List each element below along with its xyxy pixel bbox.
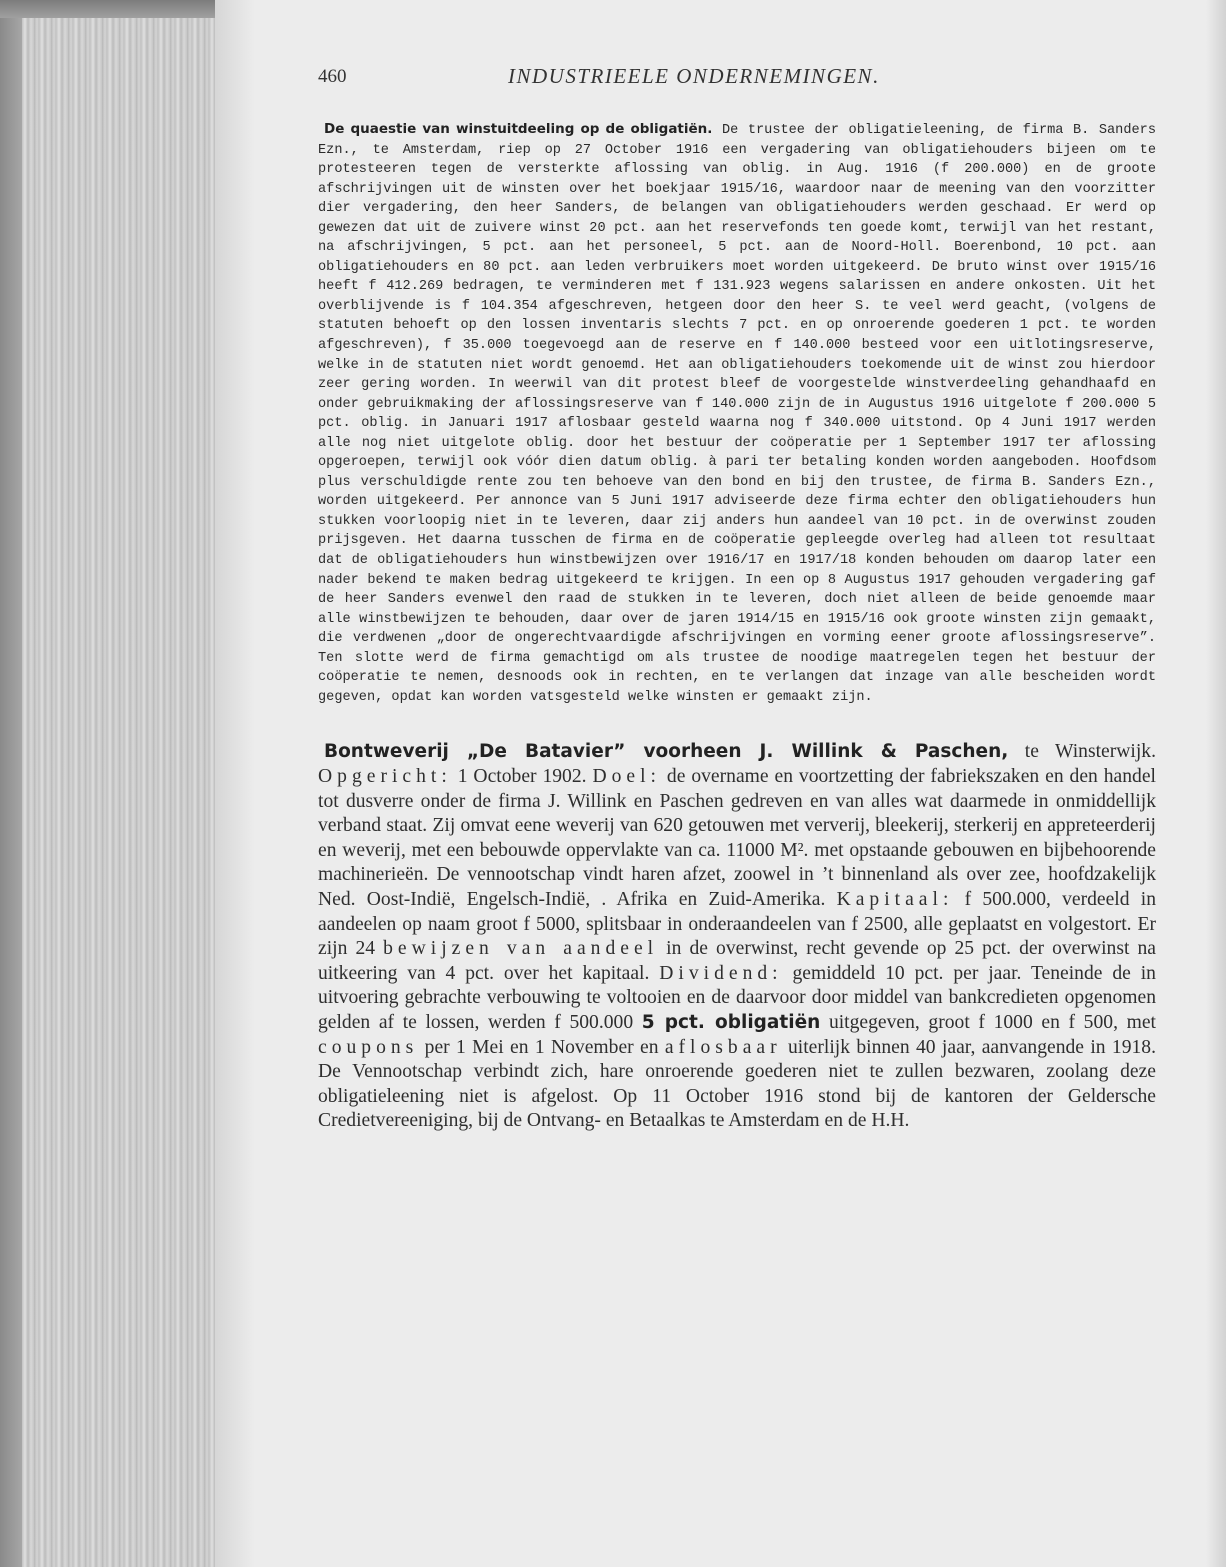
page-gutter — [215, 0, 255, 1567]
label-opgericht: Opgericht: — [318, 766, 452, 787]
company-location: te Winsterwijk. — [1008, 741, 1156, 763]
section-body: De trustee der obligatieleening, de firma B. Sanders Ezn., te Amsterdam, riep op 27 October 1916 een vergadering van obligatiehouders bijeen om te protesteeren tegen de versterkte aflossing van oblig. in Aug. 1916 (f 200.000) en de groote afschrijvingen uit de winsten over het boekjaar 1915/16, waardoor naar de meening van den voorzitter dier vergadering, den heer Sanders, de belangen van obligatiehouders werden geschaad. Er werd op gewezen dat uit de zuivere winst 20 pct. aan het reservefonds ten goede komt, terwijl van het restant, na afschrijvingen, 5 pct. aan het personeel, 5 pct. aan de Noord-Holl. Boerenbond, 10 pct. aan obligatiehouders en 80 pct. aan leden verbruikers moet worden uitgekeerd. De bruto winst over 1915/16 heeft f 412.269 bedragen, te verminderen met f 131.923 wegens salarissen en andere onkosten. Uit het overblijvende is f 104.354 afgeschreven, hetgeen door den heer S. te veel werd geacht, (volgens de statuten behoeft op den lossen inventaris slechts 7 pct. en op onroerende goederen 1 pct. te worden afgeschreven), f 35.000 toegevoegd aan de reserve en f 140.000 besteed voor een uitlotingsreserve, welke in de statuten niet wordt genoemd. Het aan obligatiehouders toekomende uit de winst zou hierdoor zeer gering worden. In weerwil van dit protest bleef de voorgestelde winstverdeeling gehandhaafd en onder gebruikmaking der aflossingsreserve van f 140.000 zijn de in Augustus 1916 uitgelote f 200.000 5 pct. oblig. in Januari 1917 aflosbaar gesteld waarna nog f 340.000 uitstond. Op 4 Juni 1917 werden alle nog niet uitgelote oblig. door het bestuur der coöperatie per 1 September 1917 ter aflossing opgeroepen, terwijl ook vóór dien datum oblig. à pari ter betaling konden worden aangeboden. Hoofdsom plus verschuldigde rente zou ten behoeve van den bond en bij den trustee, de firma B. Sanders Ezn., worden uitgekeerd. Per annonce van 5 Juni 1917 adviseerde deze firma echter den obligatiehouders hun stukken voorloopig niet in te leveren, daar zij anders hun aandeel van 10 pct. in de overwinst zouden prijsgeven. Het daarna tusschen de firma en de coöperatie gepleegde overleg had alleen tot resultaat dat de obligatiehouders hun winstbewijzen over 1916/17 en 1917/18 konden behouden om daarop later een nader bekend te maken bedrag uitgekeerd te krijgen. In een op 8 Augustus 1917 gehouden vergadering gaf de heer Sanders evenwel den raad de stukken in te leveren, doch niet alleen de beide genoemde maar alle winstbewijzen te behouden, daar over de jaren 1914/15 en 1915/16 ook groote winsten zijn gemaakt, die verdwenen „door de ongerechtvaardigde afschrijvingen en vorming eener groote aflossingsreserve”. Ten slotte werd de firma gemachtigd om als trustee de noodige maatregelen tegen het bestuur der coöperatie te nemen, desnoods ook in rechten, en te verlangen dat inzage van alle bescheiden wordt gegeven, opdat kan worden vatsgesteld welke winsten er gemaakt zijn. — [318, 123, 1156, 705]
dividend-text: gemiddeld 10 pct. per jaar. Teneinde de in uitvoering gebrachte verbouwing te voltooien en de daarvoor door middel van bankcredieten opgenomen gelden af te lossen, werden f 500.000 — [318, 962, 1156, 1033]
company-heading: Bontweverij „De Batavier” voorheen J. Willink & Paschen, — [324, 741, 1009, 763]
label-bewijzen: bewijzen van aandeel — [383, 938, 659, 960]
section-heading: De quaestie van winstuitdeeling op de obligatiën. — [324, 121, 713, 137]
running-head — [318, 62, 1156, 96]
section-winstuitdeeling — [318, 120, 1156, 707]
kapitaal-text: f 500.000, verdeeld in aandeelen op naam groot f 5000, splitsbaar in onderaandeelen van f 2500, alle geplaatst en volgestort. Er zijn 24 — [318, 888, 1156, 960]
page-number: 460 — [318, 66, 347, 87]
label-dividend: Dividend: — [659, 962, 783, 984]
label-coupons: coupons — [318, 1036, 419, 1058]
section-bontweverij — [318, 740, 1156, 1134]
label-kapitaal: Kapitaal: — [836, 888, 954, 910]
obligaties-text: uitgegeven, groot f 1000 en f 500, met — [820, 1011, 1156, 1033]
book-page-edges — [0, 0, 215, 1567]
opgericht-value: 1 October 1902. — [451, 766, 593, 787]
coupons-text: per 1 Mei en 1 November en — [418, 1036, 665, 1058]
obligaties-bold: 5 pct. obligatiën — [641, 1011, 821, 1033]
label-aflosbaar: aflosbaar — [664, 1036, 782, 1058]
book-spine-shadow — [0, 0, 22, 1567]
label-doel: Doel: — [592, 766, 661, 787]
book-page — [318, 62, 1156, 1154]
doel-text: de overname en voortzetting der fabriekszaken en den handel tot dusverre onder de firma J. Willink en Paschen gedreven en van alles wat daarmede in onmiddellijk verband staat. Zij omvat eene weverij van 620 getouwen met ververij, bleekerij, sterkerij en appreteerderij en weverij, met een bebouwde oppervlakte van ca. 11000 M². met opstaande gebouwen en bijbehoorende machinerieën. De vennootschap vindt haren afzet, zoowel in ’t binnenland als over zee, hoofdzakelijk Ned. Oost-Indië, Engelsch-Indië, . Afrika en Zuid-Amerika. — [318, 766, 1156, 910]
running-title: INDUSTRIEELE ONDERNEMINGEN. — [508, 64, 880, 88]
book-top-shadow — [0, 0, 215, 18]
bewijzen-text: in de overwinst, recht gevende op 25 pct. der overwinst na uitkeering van 4 pct. over het kapitaal. — [318, 938, 1156, 984]
aflosbaar-text: uiterlijk binnen 40 jaar, aanvangende in 1918. De Vennootschap verbindt zich, hare onroerende goederen niet te zullen bezwaren, zoolang deze obligatieleening niet is afgelost. Op 11 October 1916 stond bij de kantoren der Geldersche Credietvereeniging, bij de Ontvang- en Betaalkas te Amsterdam en de H.H. — [318, 1036, 1156, 1132]
page-right-edge — [1206, 0, 1226, 1567]
